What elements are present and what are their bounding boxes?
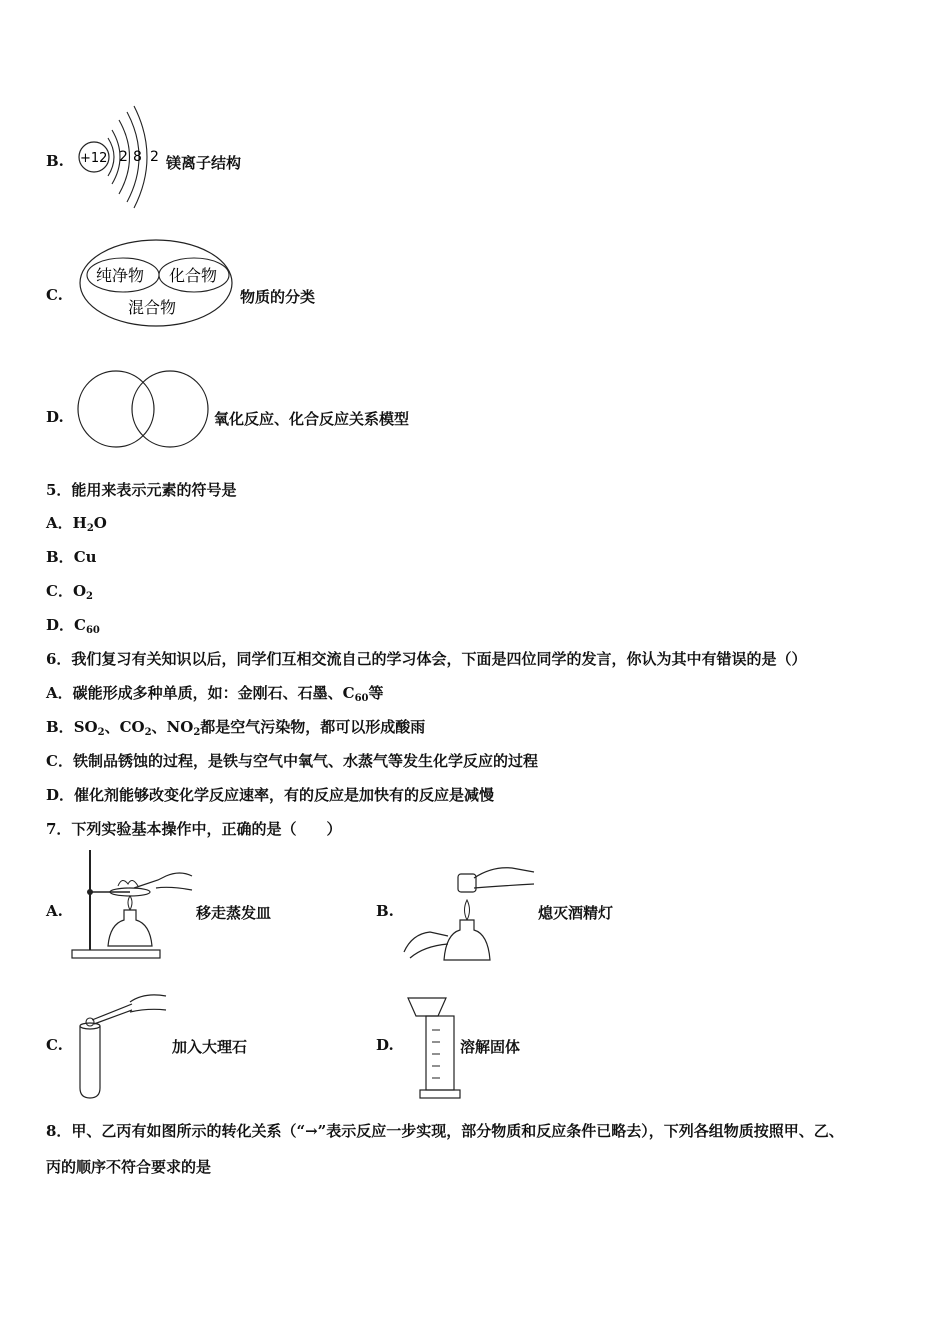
shell-3-electrons: 2 [150, 149, 159, 165]
q7-option-a-label: A. [46, 902, 63, 920]
q5-option-a [46, 512, 107, 534]
formula-main: C [74, 616, 86, 634]
formula-subscript: 2 [86, 523, 94, 534]
alcohol-lamp-illustration [402, 856, 537, 962]
option-text: 催化剂能够改变化学反应速率，有的反应是加快有的反应是减慢 [74, 786, 495, 804]
test-tube-illustration [72, 990, 168, 1100]
formula-main: H [72, 514, 87, 532]
formula-tail: O [93, 514, 107, 532]
q7-option-a-caption: 移走蒸发皿 [196, 904, 272, 922]
formula-main: Cu [73, 548, 97, 566]
q4-option-d-label: D. [46, 408, 64, 426]
pure-substance-text: 纯净物 [96, 266, 145, 285]
formula-so2: SO [73, 718, 98, 736]
q5-option-c [46, 580, 93, 602]
q5-stem: 5．能用来表示元素的符号是 [46, 481, 237, 499]
formula-main: O [72, 582, 87, 600]
q4-option-d-caption: 氧化反应、化合反应关系模型 [214, 410, 410, 428]
q8-stem-line1: 8．甲、乙丙有如图所示的转化关系（“→”表示反应一步实现，部分物质和反应条件已略去），下列各组物质按照甲、乙、 [46, 1122, 844, 1140]
option-label: D． [46, 616, 75, 634]
q7-stem: 7．下列实验基本操作中，正确的是（ ） [46, 820, 342, 838]
q7-option-b-caption: 熄灭酒精灯 [538, 904, 614, 922]
option-label: B． [46, 718, 74, 736]
q8-stem-line2: 丙的顺序不符合要求的是 [46, 1158, 212, 1176]
option-text-tail: 等 [368, 684, 384, 702]
q4-option-b-label: B. [46, 152, 64, 170]
q6-option-d [46, 784, 494, 805]
option-text-tail: 都是空气污染物，都可以形成酸雨 [200, 718, 426, 736]
q7-option-b-label: B. [376, 902, 394, 920]
formula-subscript: 60 [354, 693, 369, 704]
formula-subscript: 2 [193, 727, 201, 738]
formula-subscript: 2 [97, 727, 105, 738]
q7-option-c-label: C. [46, 1036, 63, 1054]
compound-text: 化合物 [169, 266, 218, 285]
venn-diagram [74, 368, 214, 452]
q6-option-b [46, 716, 425, 738]
option-label: C． [46, 582, 73, 600]
substance-classification-diagram [78, 237, 236, 329]
q4-option-c-caption: 物质的分类 [240, 288, 316, 306]
nucleus-charge: +12 [80, 151, 108, 166]
q7-option-d-label: D. [376, 1036, 394, 1054]
option-label: B． [46, 548, 74, 566]
formula-subscript: 2 [144, 727, 152, 738]
q6-option-a [46, 682, 384, 704]
evaporating-dish-illustration [70, 846, 195, 964]
shell-2-electrons: 8 [133, 149, 142, 165]
q7-option-d-caption: 溶解固体 [460, 1038, 521, 1056]
formula-co2: 、CO [104, 718, 145, 736]
q7-option-c-caption: 加入大理石 [172, 1038, 248, 1056]
magnesium-ion-structure-diagram [74, 100, 164, 210]
option-text: 碳能形成多种单质，如：金刚石、石墨、C [72, 684, 355, 702]
option-label: A． [46, 514, 73, 532]
option-label: C． [46, 752, 73, 770]
q6-stem: 6．我们复习有关知识以后，同学们互相交流自己的学习体会，下面是四位同学的发言，你认为其中有错误的是（） [46, 650, 807, 668]
graduated-cylinder-illustration [402, 994, 462, 1100]
option-label: A． [46, 684, 73, 702]
formula-no2: 、NO [151, 718, 194, 736]
formula-subscript: 2 [86, 591, 93, 602]
mixture-text: 混合物 [128, 298, 177, 317]
q5-option-b [46, 546, 97, 567]
q4-option-b-caption: 镁离子结构 [166, 154, 242, 172]
shell-1-electrons: 2 [119, 149, 128, 165]
q5-option-d [46, 614, 100, 636]
q4-option-c-label: C. [46, 286, 63, 304]
formula-subscript: 60 [85, 625, 100, 636]
option-text: 铁制品锈蚀的过程，是铁与空气中氧气、水蒸气等发生化学反应的过程 [72, 752, 538, 770]
q6-option-c [46, 750, 538, 771]
option-label: D． [46, 786, 75, 804]
